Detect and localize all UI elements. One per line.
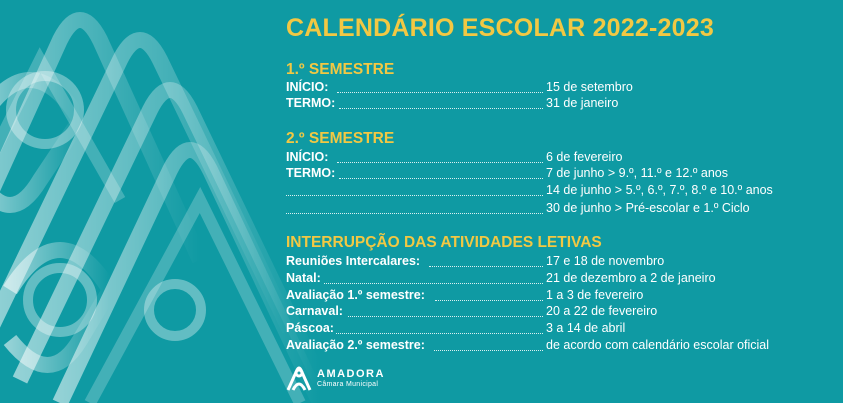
semester-2-end-row-2 xyxy=(286,183,826,200)
row-label: TERMO: xyxy=(286,96,336,110)
row-value: 14 de junho > 5.º, 6.º, 7.º, 8.º e 10.º anos xyxy=(546,183,773,197)
row-label: Avaliação 2.º semestre: xyxy=(286,338,425,352)
page-title: CALENDÁRIO ESCOLAR 2022-2023 xyxy=(286,14,714,42)
amadora-logo-icon xyxy=(286,364,312,392)
row-label: Carnaval: xyxy=(286,304,343,318)
row-label: Avaliação 1.º semestre: xyxy=(286,288,425,302)
row-value: 17 e 18 de novembro xyxy=(546,254,665,268)
dotted-leader xyxy=(435,288,543,301)
semester-1-heading: 1.º SEMESTRE xyxy=(286,61,395,78)
semester-2-start-row xyxy=(286,150,826,167)
dotted-leader xyxy=(286,183,543,196)
interruption-row xyxy=(286,321,826,338)
brand-name: AMADORA xyxy=(317,368,385,380)
interruption-row xyxy=(286,271,826,288)
semester-2-end-row-3 xyxy=(286,201,826,218)
row-value: de acordo com calendário escolar oficial xyxy=(546,338,770,352)
row-label: INÍCIO: xyxy=(286,80,329,94)
semester-2-heading: 2.º SEMESTRE xyxy=(286,130,395,147)
dotted-leader xyxy=(336,321,543,334)
amadora-brand xyxy=(286,362,426,398)
row-value: 20 a 22 de fevereiro xyxy=(546,304,658,318)
row-value: 31 de janeiro xyxy=(546,96,619,110)
row-value: 21 de dezembro a 2 de janeiro xyxy=(546,271,716,285)
interruption-row xyxy=(286,338,826,355)
interruption-row xyxy=(286,254,826,271)
row-label: Reuniões Intercalares: xyxy=(286,254,421,268)
brand-subtitle: Câmara Municipal xyxy=(317,381,379,388)
dotted-leader xyxy=(339,96,543,109)
dotted-leader xyxy=(286,201,543,214)
row-label: Páscoa: xyxy=(286,321,334,335)
dotted-leader xyxy=(434,338,543,351)
interruption-row xyxy=(286,288,826,305)
dotted-leader xyxy=(337,80,543,93)
interruption-row xyxy=(286,304,826,321)
semester-1-start-row xyxy=(286,80,826,97)
row-value: 6 de fevereiro xyxy=(546,150,623,164)
row-label: INÍCIO: xyxy=(286,150,329,164)
dotted-leader xyxy=(429,254,543,267)
interruptions-heading: INTERRUPÇÃO DAS ATIVIDADES LETIVAS xyxy=(286,234,602,251)
row-value: 1 a 3 de fevereiro xyxy=(546,288,644,302)
dotted-leader xyxy=(337,150,543,163)
row-label: Natal: xyxy=(286,271,321,285)
row-value: 30 de junho > Pré-escolar e 1.º Ciclo xyxy=(546,201,750,215)
dotted-leader xyxy=(339,166,543,179)
row-value: 7 de junho > 9.º, 11.º e 12.º anos xyxy=(546,166,729,180)
semester-2-end-row xyxy=(286,166,826,183)
semester-1-end-row xyxy=(286,96,826,113)
dotted-leader xyxy=(324,271,543,284)
row-value: 15 de setembro xyxy=(546,80,633,94)
row-value: 3 a 14 de abril xyxy=(546,321,626,335)
dotted-leader xyxy=(348,304,543,317)
row-label: TERMO: xyxy=(286,166,336,180)
